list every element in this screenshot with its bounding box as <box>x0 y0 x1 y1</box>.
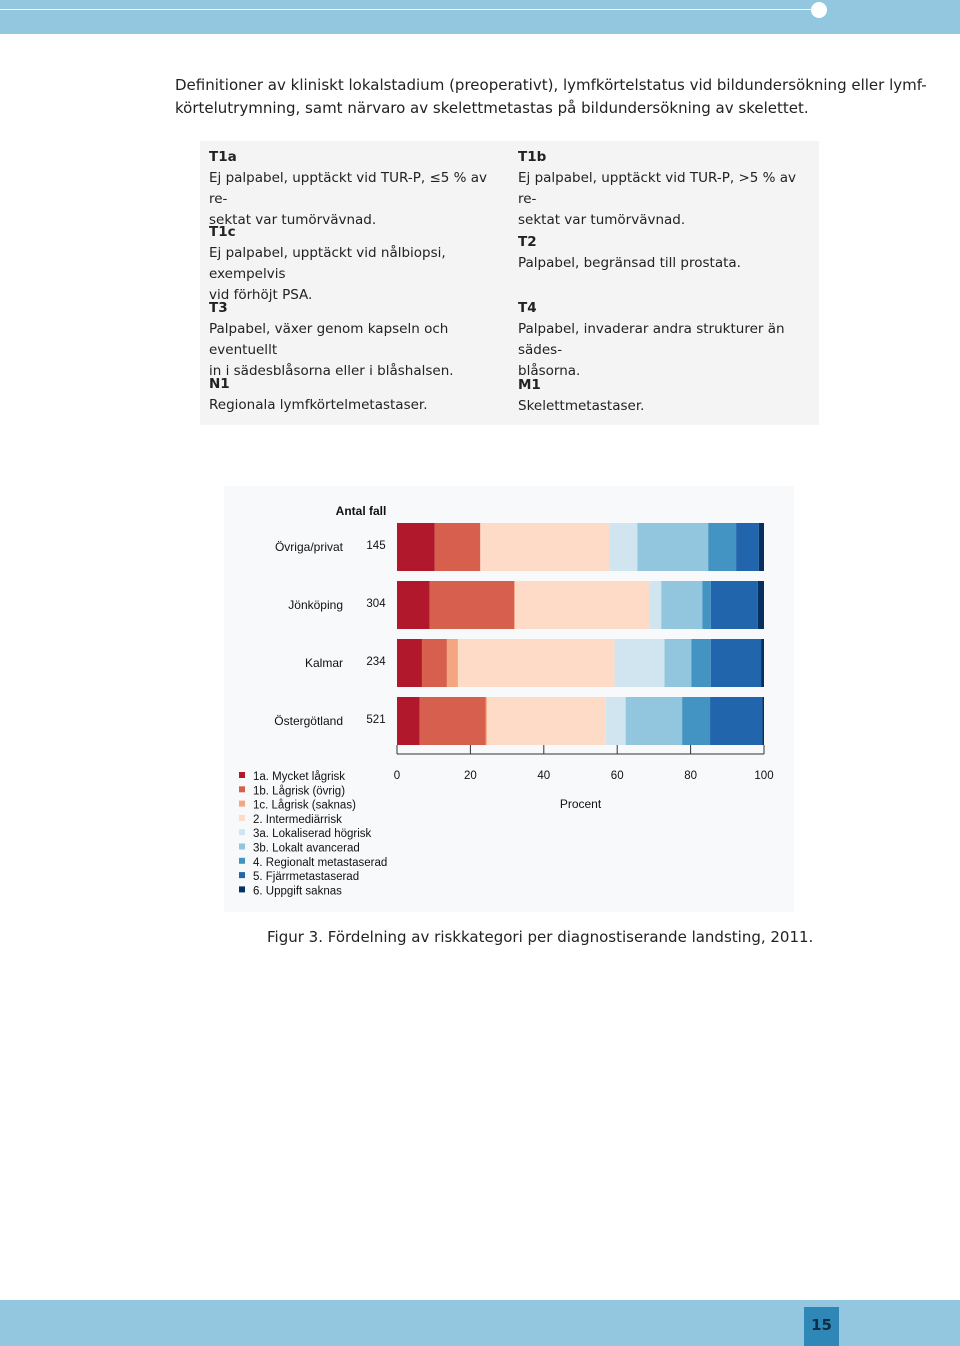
bar-segment <box>763 697 764 745</box>
legend-swatch <box>239 801 245 807</box>
bar-segment <box>397 523 435 571</box>
definition-text: Palpabel, begränsad till prostata. <box>518 255 741 271</box>
intro-line-1: Definitioner av kliniskt lokalstadium (preoperativt), lymfkörtelstatus vid bildundersökning eller lymf- <box>175 76 927 94</box>
intro-paragraph <box>175 74 927 120</box>
legend-label: 4. Regionalt metastaserad <box>253 856 388 869</box>
definition-text: sektat var tumörvävnad. <box>209 212 377 228</box>
definition-text: Ej palpabel, upptäckt vid TUR-P, ≤5 % av re- <box>209 170 488 207</box>
bar-segment <box>397 581 430 629</box>
bar-segment <box>435 523 481 571</box>
bar-segment <box>609 523 637 571</box>
legend-label: 2. Intermediärrisk <box>253 813 342 826</box>
category-label: Jönköping <box>288 598 343 612</box>
legend-swatch <box>239 829 245 835</box>
legend-swatch <box>239 815 245 821</box>
category-label: Övriga/privat <box>274 540 343 554</box>
bar-segment <box>708 523 736 571</box>
definition-text: Palpabel, växer genom kapseln och eventuellt <box>209 321 449 358</box>
category-label: Kalmar <box>304 656 343 670</box>
bar-segment <box>420 697 486 745</box>
definition-text: Skelettmetastaser. <box>518 398 645 414</box>
definition-text: Regionala lymfkörtelmetastaser. <box>209 397 428 413</box>
x-tick-label: 60 <box>610 770 624 782</box>
bar-segment <box>682 697 710 745</box>
x-tick-label: 20 <box>464 770 477 782</box>
definition-text: vid förhöjt PSA. <box>209 287 313 303</box>
bar-segment <box>758 581 764 629</box>
definition-code: T4 <box>518 300 537 316</box>
chart-panel <box>224 486 794 912</box>
definition-t1a <box>209 147 501 231</box>
page-number: 15 <box>804 1307 839 1346</box>
bar-segment <box>702 581 710 629</box>
bar-segment <box>711 639 761 687</box>
count-header: Antal fall <box>335 504 387 518</box>
legend-label: 5. Fjärrmetastaserad <box>253 871 360 884</box>
x-axis-label: Procent <box>559 797 602 811</box>
legend-label: 1a. Mycket lågrisk <box>253 771 346 783</box>
header-rule <box>0 9 820 10</box>
bar-segment <box>711 581 758 629</box>
bar-segment <box>397 639 422 687</box>
bar-segment <box>515 581 649 629</box>
definition-text: in i sädesblåsorna eller i blåshalsen. <box>209 363 454 379</box>
bar-segment <box>514 581 515 629</box>
count-label: 234 <box>366 656 386 668</box>
definition-text: Ej palpabel, upptäckt vid nålbiopsi, exempelvis <box>209 245 446 282</box>
bar-segment <box>626 697 683 745</box>
bar-segment <box>480 523 609 571</box>
legend-swatch <box>239 786 245 792</box>
definition-text: Palpabel, invaderar andra strukturer än sädes- <box>518 321 785 358</box>
definition-code: N1 <box>209 376 230 392</box>
bar-segment <box>661 581 702 629</box>
definition-code: T1a <box>209 149 237 165</box>
definition-t3 <box>209 298 501 382</box>
bar-segment <box>615 639 665 687</box>
legend-label: 6. Uppgift saknas <box>253 885 342 898</box>
bar-segment <box>710 697 762 745</box>
definition-code: T1c <box>209 224 236 240</box>
definition-code: T2 <box>518 234 537 250</box>
category-label: Östergötland <box>274 714 343 728</box>
legend-swatch <box>239 844 245 850</box>
count-label: 145 <box>366 540 386 552</box>
definition-t1b <box>518 147 810 231</box>
bar-segment <box>606 697 626 745</box>
x-tick-label: 40 <box>537 770 551 782</box>
definition-n1 <box>209 374 501 416</box>
bar-segment <box>487 697 606 745</box>
bar-segment <box>430 581 514 629</box>
definition-t1c <box>209 222 501 306</box>
definition-text: sektat var tumörvävnad. <box>518 212 686 228</box>
bar-segment <box>458 639 615 687</box>
definition-code: T1b <box>518 149 547 165</box>
legend-swatch <box>239 886 245 892</box>
x-tick-label: 0 <box>393 770 401 782</box>
legend-swatch <box>239 772 245 778</box>
definition-code: M1 <box>518 377 541 393</box>
x-tick-label: 80 <box>684 770 697 782</box>
bar-segment <box>649 581 661 629</box>
legend-swatch <box>239 858 245 864</box>
bar-segment <box>397 697 420 745</box>
intro-line-2: körtelutrymning, samt närvaro av skelettmetastas på bildundersökning av skelettet. <box>175 99 809 117</box>
definitions-box <box>200 141 819 425</box>
legend-label: 3b. Lokalt avancerad <box>253 842 360 855</box>
legend-swatch <box>239 872 245 878</box>
bar-segment <box>447 639 458 687</box>
count-label: 521 <box>366 714 386 726</box>
count-label: 304 <box>366 598 386 610</box>
bar-segment <box>736 523 759 571</box>
bar-segment <box>691 639 710 687</box>
figure-caption: Figur 3. Fördelning av riskkategori per diagnostiserande landsting, 2011. <box>267 928 814 946</box>
bar-segment <box>422 639 447 687</box>
definition-t2 <box>518 232 810 274</box>
definition-t4 <box>518 298 810 382</box>
definition-m1 <box>518 375 810 417</box>
legend-label: 1b. Lågrisk (övrig) <box>253 785 346 798</box>
definition-text: Ej palpabel, upptäckt vid TUR-P, >5 % av re- <box>518 170 797 207</box>
definition-text: blåsorna. <box>518 363 581 379</box>
legend-label: 3a. Lokaliserad högrisk <box>253 828 372 841</box>
legend-label: 1c. Lågrisk (saknas) <box>253 799 356 812</box>
bar-segment <box>761 639 764 687</box>
x-tick-label: 100 <box>754 770 774 782</box>
stacked-bar-chart <box>224 486 794 912</box>
bar-segment <box>665 639 692 687</box>
bar-segment <box>486 697 487 745</box>
header-dot <box>811 2 827 18</box>
definition-code: T3 <box>209 300 228 316</box>
bar-segment <box>759 523 764 571</box>
bar-segment <box>637 523 708 571</box>
